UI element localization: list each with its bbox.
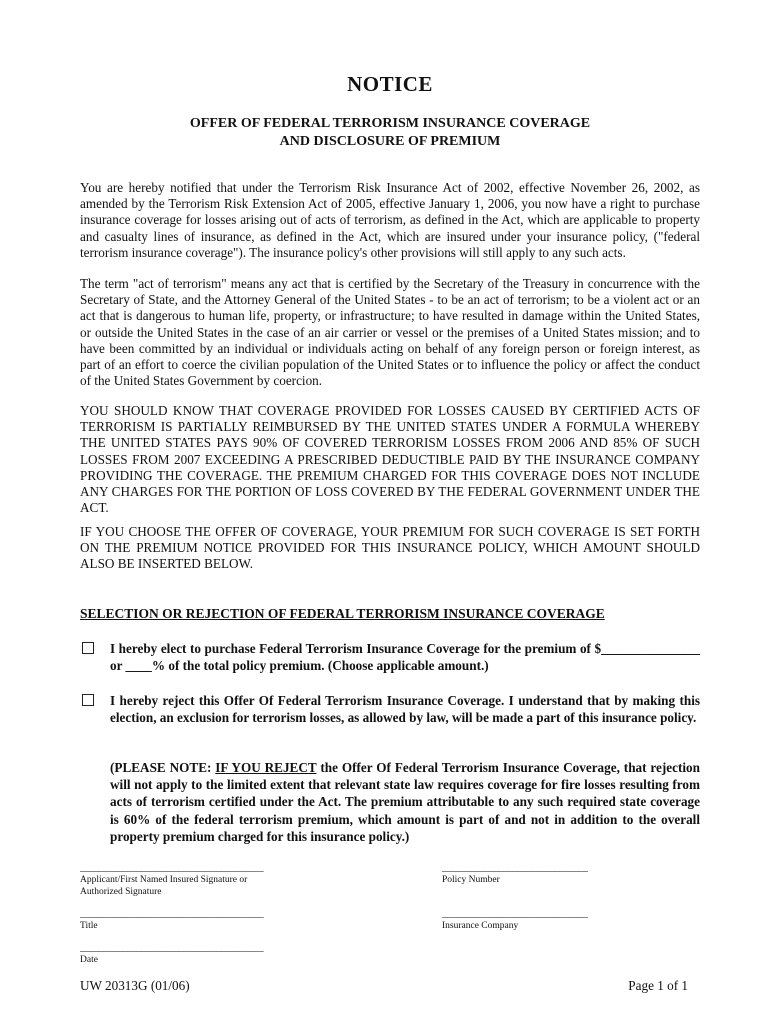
applicant-signature-label-1: Applicant/First Named Insured Signature or: [80, 875, 248, 885]
insurance-company-block[interactable]: [442, 908, 588, 932]
insurance-company-line[interactable]: _______________________________: [442, 908, 588, 919]
note-underlined: IF YOU REJECT: [215, 760, 317, 775]
notice-title: NOTICE: [347, 72, 433, 96]
title-label: Title: [80, 921, 98, 931]
insurance-company-label: Insurance Company: [442, 921, 519, 931]
date-line[interactable]: _______________________________________: [80, 942, 264, 953]
reject-coverage-checkbox[interactable]: [82, 694, 94, 706]
act-of-terrorism-definition: The term "act of terrorism" means any act that is certified by the Secretary of the Treasury in concurrence with the Secretary of State, and the Attorney General of the United States - to be an act of terrorism; to be a violent act or an act that is dangerous to human life, property, or infrastructure; to have resulted in damage within the United States, or outside the United States in the case of an air carrier or vessel or the premises of a United States mission; and to have been committed by an individual or individuals acting on behalf of any foreign person or foreign interest, as part of an effort to coerce the civilian population of the United States or to influence the policy or affect the conduct of the United States Government by coercion.: [80, 276, 700, 389]
form-number: UW 20313G (01/06): [80, 978, 190, 993]
accept-coverage-checkbox[interactable]: [82, 642, 94, 654]
applicant-signature-block[interactable]: [80, 862, 263, 898]
title-line[interactable]: _______________________________________: [80, 908, 264, 919]
subtitle-line-1: OFFER OF FEDERAL TERRORISM INSURANCE COVERAGE: [189, 116, 591, 131]
applicant-signature-line[interactable]: _______________________________________: [80, 862, 264, 873]
date-block[interactable]: [80, 942, 263, 966]
applicant-signature-label-2: Authorized Signature: [80, 887, 162, 897]
note-prefix: (PLEASE NOTE:: [110, 760, 216, 775]
title-block[interactable]: [80, 908, 263, 932]
reimbursement-disclosure: YOU SHOULD KNOW THAT COVERAGE PROVIDED FOR LOSSES CAUSED BY CERTIFIED ACTS OF TERRORISM IS PARTIALLY REIMBURSED BY THE UNITED STATES UNDER A FORMULA WHEREBY THE UNITED STATES PAYS 90% OF COVERED TERRORISM LOSSES FROM 2006 AND 85% OF SUCH LOSSES FROM 2007 EXCEEDING A PRESCRIBED DEDUCTIBLE PAID BY THE INSURANCE COMPANY PROVIDING THE COVERAGE. THE PREMIUM CHARGED FOR THIS COVERAGE DOES NOT INCLUDE ANY CHARGES FOR THE PORTION OF LOSS COVERED BY THE FEDERAL GOVERNMENT UNDER THE ACT.: [80, 403, 700, 516]
policy-number-block[interactable]: [442, 862, 588, 886]
selection-section-title: SELECTION OR REJECTION OF FEDERAL TERRORISM INSURANCE COVERAGE: [80, 606, 605, 621]
document-page: [80, 0, 700, 1024]
intro-paragraph: You are hereby notified that under the Terrorism Risk Insurance Act of 2002, effective November 26, 2002, as amended by the Terrorism Risk Extension Act of 2005, effective January 1, 2006, you now have a right to purchase insurance coverage for losses arising out of acts of terrorism, as defined in the Act, which are applicable to property and casualty lines of insurance, as defined in the Act, which are insured under your insurance policy, ("federal terrorism insurance coverage"). The insurance policy's other provisions will still apply to any such acts.: [80, 180, 700, 260]
subtitle-line-2: AND DISCLOSURE OF PREMIUM: [279, 134, 501, 149]
policy-number-line[interactable]: _______________________________: [442, 862, 588, 873]
date-label: Date: [80, 955, 98, 965]
notice-subtitle: [80, 115, 700, 151]
policy-number-label: Policy Number: [442, 875, 500, 885]
page-number: Page 1 of 1: [628, 978, 688, 993]
rejection-note: [110, 759, 700, 845]
note-body: the Offer Of Federal Terrorism Insurance Coverage, that rejection will not apply to the limited extent that relevant state law requires coverage for fire losses resulting from acts of terrorism certified under the Act. The premium attributable to any such required state coverage is 60% of the federal terrorism premium, which amount is part of and not in addition to the overall property premium charged for this insurance policy.): [110, 760, 700, 844]
accept-coverage-text: I hereby elect to purchase Federal Terrorism Insurance Coverage for the premium of $_______________ or ____% of the total policy premium. (Choose applicable amount.): [110, 641, 700, 673]
premium-disclosure: IF YOU CHOOSE THE OFFER OF COVERAGE, YOUR PREMIUM FOR SUCH COVERAGE IS SET FORTH ON THE PREMIUM NOTICE PROVIDED FOR THIS INSURANCE POLICY, WHICH AMOUNT SHOULD ALSO BE INSERTED BELOW.: [80, 524, 700, 572]
reject-coverage-text: I hereby reject this Offer Of Federal Terrorism Insurance Coverage. I understand that by making this election, an exclusion for terrorism losses, as allowed by law, will be made a part of this insurance policy.: [110, 693, 700, 725]
